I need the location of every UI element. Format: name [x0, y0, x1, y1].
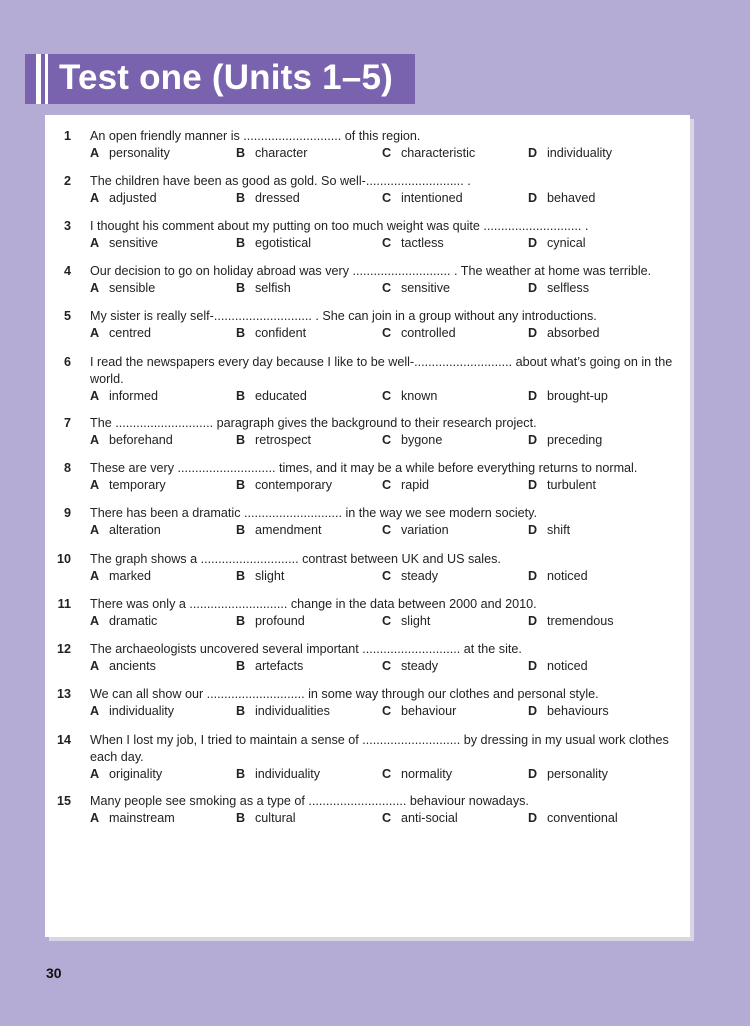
- answer-option[interactable]: [90, 432, 173, 449]
- question-card: [45, 115, 690, 937]
- answer-option[interactable]: [382, 658, 438, 675]
- answer-options: [90, 190, 680, 207]
- answer-option[interactable]: [528, 568, 588, 585]
- option-text: personality: [547, 767, 608, 781]
- answer-options: [90, 766, 680, 783]
- option-text: sensitive: [109, 236, 158, 250]
- option-text: marked: [109, 569, 151, 583]
- option-text: intentioned: [401, 191, 463, 205]
- option-letter: A: [90, 236, 100, 250]
- option-letter: D: [528, 659, 538, 673]
- page-title: Test one (Units 1–5): [59, 58, 393, 97]
- option-letter: B: [236, 146, 246, 160]
- option-letter: B: [236, 326, 246, 340]
- option-letter: D: [528, 614, 538, 628]
- option-letter: A: [90, 433, 100, 447]
- question-number: 1: [63, 129, 71, 143]
- option-text: dressed: [255, 191, 300, 205]
- answer-option[interactable]: [236, 280, 291, 297]
- option-text: centred: [109, 326, 152, 340]
- answer-options: [90, 235, 680, 252]
- answer-option[interactable]: [528, 766, 608, 783]
- option-text: temporary: [109, 478, 166, 492]
- question-number: 7: [63, 416, 71, 430]
- option-text: behaved: [547, 191, 596, 205]
- option-letter: C: [382, 704, 392, 718]
- option-letter: A: [90, 326, 100, 340]
- option-text: noticed: [547, 659, 588, 673]
- answer-option[interactable]: [90, 568, 151, 585]
- option-text: cultural: [255, 811, 296, 825]
- option-text: originality: [109, 767, 163, 781]
- answer-option[interactable]: [382, 325, 456, 342]
- answer-options: [90, 325, 680, 342]
- option-letter: C: [382, 811, 392, 825]
- option-letter: D: [528, 281, 538, 295]
- answer-option[interactable]: [382, 432, 442, 449]
- question-number: 13: [56, 687, 71, 701]
- option-letter: C: [382, 326, 392, 340]
- option-letter: B: [236, 478, 246, 492]
- option-letter: A: [90, 767, 100, 781]
- question-stem: The graph shows a ............................ contrast between UK and US sales.: [90, 552, 501, 566]
- option-letter: C: [382, 146, 392, 160]
- question-stem: We can all show our ............................ in some way through our clothes and personal style.: [90, 687, 599, 701]
- option-text: selfish: [255, 281, 291, 295]
- answer-option[interactable]: [382, 703, 456, 720]
- option-text: conventional: [547, 811, 618, 825]
- answer-option[interactable]: [528, 522, 570, 539]
- option-letter: D: [528, 704, 538, 718]
- option-text: character: [255, 146, 308, 160]
- option-text: noticed: [547, 569, 588, 583]
- answer-options: [90, 703, 680, 720]
- option-letter: C: [382, 659, 392, 673]
- question-number: 10: [56, 552, 71, 566]
- option-text: sensible: [109, 281, 156, 295]
- answer-option[interactable]: [382, 613, 430, 630]
- answer-options: [90, 145, 680, 162]
- option-letter: B: [236, 389, 246, 403]
- answer-option[interactable]: [382, 235, 444, 252]
- option-letter: B: [236, 433, 246, 447]
- option-text: profound: [255, 614, 305, 628]
- question-stem: My sister is really self-............................ . She can join in a group without any introductions.: [90, 309, 597, 323]
- option-letter: A: [90, 704, 100, 718]
- option-text: variation: [401, 523, 449, 537]
- answer-option[interactable]: [90, 280, 155, 297]
- option-letter: A: [90, 191, 100, 205]
- option-letter: D: [528, 523, 538, 537]
- option-text: alteration: [109, 523, 161, 537]
- option-letter: B: [236, 281, 246, 295]
- answer-option[interactable]: [90, 235, 158, 252]
- option-text: bygone: [401, 433, 443, 447]
- option-letter: A: [90, 569, 100, 583]
- answer-option[interactable]: [236, 190, 300, 207]
- answer-option[interactable]: [90, 325, 151, 342]
- option-text: absorbed: [547, 326, 600, 340]
- question-stem: Our decision to go on holiday abroad was very ............................ . The weather at home was terrible.: [90, 264, 652, 278]
- option-letter: B: [236, 236, 246, 250]
- question-number: 3: [63, 219, 71, 233]
- option-text: steady: [401, 569, 439, 583]
- option-text: characteristic: [401, 146, 476, 160]
- option-text: personality: [109, 146, 170, 160]
- option-letter: C: [382, 389, 392, 403]
- answer-options: [90, 568, 680, 585]
- option-letter: D: [528, 767, 538, 781]
- option-letter: A: [90, 811, 100, 825]
- option-letter: B: [236, 811, 246, 825]
- page-number: 30: [46, 965, 62, 981]
- option-text: ancients: [109, 659, 156, 673]
- question-number: 5: [63, 309, 71, 323]
- option-letter: A: [90, 523, 100, 537]
- option-letter: B: [236, 704, 246, 718]
- option-text: turbulent: [547, 478, 597, 492]
- option-letter: C: [382, 569, 392, 583]
- answer-option[interactable]: [382, 477, 429, 494]
- question-number: 15: [56, 794, 71, 808]
- option-text: steady: [401, 659, 439, 673]
- title-stripe: [45, 54, 48, 104]
- option-text: tremendous: [547, 614, 614, 628]
- answer-option[interactable]: [528, 190, 595, 207]
- option-letter: C: [382, 767, 392, 781]
- answer-option[interactable]: [90, 613, 157, 630]
- option-letter: A: [90, 281, 100, 295]
- option-letter: D: [528, 811, 538, 825]
- answer-option[interactable]: [236, 235, 311, 252]
- answer-option[interactable]: [528, 145, 612, 162]
- answer-options: [90, 477, 680, 494]
- option-text: controlled: [401, 326, 456, 340]
- question-number: 9: [63, 506, 71, 520]
- option-letter: D: [528, 569, 538, 583]
- option-text: contemporary: [255, 478, 332, 492]
- question-number: 14: [56, 733, 71, 747]
- answer-option[interactable]: [236, 325, 306, 342]
- answer-option[interactable]: [236, 658, 303, 675]
- option-text: slight: [255, 569, 285, 583]
- option-text: sensitive: [401, 281, 450, 295]
- option-text: shift: [547, 523, 571, 537]
- question-stem: An open friendly manner is ............................ of this region.: [90, 129, 421, 143]
- option-letter: D: [528, 146, 538, 160]
- option-letter: D: [528, 326, 538, 340]
- option-letter: A: [90, 659, 100, 673]
- option-letter: C: [382, 523, 392, 537]
- option-text: slight: [401, 614, 431, 628]
- option-text: beforehand: [109, 433, 173, 447]
- option-letter: B: [236, 523, 246, 537]
- option-letter: D: [528, 191, 538, 205]
- question-stem: I read the newspapers every day because I like to be well-............................ about what’s going on in the world.: [90, 355, 673, 386]
- option-text: brought-up: [547, 389, 608, 403]
- answer-option[interactable]: [90, 766, 162, 783]
- answer-option[interactable]: [236, 568, 284, 585]
- option-text: tactless: [401, 236, 444, 250]
- answer-option[interactable]: [528, 280, 589, 297]
- answer-option[interactable]: [90, 658, 156, 675]
- option-text: mainstream: [109, 811, 175, 825]
- answer-option[interactable]: [90, 477, 166, 494]
- option-text: individuality: [255, 767, 321, 781]
- answer-option[interactable]: [236, 145, 308, 162]
- option-letter: A: [90, 614, 100, 628]
- option-text: amendment: [255, 523, 322, 537]
- question-stem: There has been a dramatic ............................ in the way we see modern society.: [90, 506, 538, 520]
- option-letter: D: [528, 433, 538, 447]
- option-text: rapid: [401, 478, 430, 492]
- answer-option[interactable]: [90, 388, 158, 405]
- answer-option[interactable]: [528, 810, 618, 827]
- option-text: anti-social: [401, 811, 458, 825]
- title-stripe: [36, 54, 41, 104]
- answer-option[interactable]: [528, 235, 586, 252]
- answer-option[interactable]: [382, 190, 463, 207]
- option-text: cynical: [547, 236, 586, 250]
- option-text: behaviour: [401, 704, 457, 718]
- question-number: 4: [63, 264, 71, 278]
- question-number: 12: [56, 642, 71, 656]
- question-number: 2: [63, 174, 71, 188]
- answer-option[interactable]: [528, 613, 614, 630]
- answer-option[interactable]: [382, 145, 475, 162]
- title-banner: [25, 54, 415, 104]
- answer-option[interactable]: [528, 432, 602, 449]
- option-text: behaviours: [547, 704, 609, 718]
- answer-option[interactable]: [236, 766, 320, 783]
- option-text: known: [401, 389, 438, 403]
- answer-option[interactable]: [528, 325, 600, 342]
- option-letter: C: [382, 191, 392, 205]
- option-letter: D: [528, 389, 538, 403]
- answer-option[interactable]: [236, 388, 307, 405]
- option-letter: A: [90, 146, 100, 160]
- answer-option[interactable]: [382, 522, 449, 539]
- question-number: 8: [63, 461, 71, 475]
- option-letter: D: [528, 236, 538, 250]
- option-letter: C: [382, 281, 392, 295]
- question-number: 6: [63, 355, 71, 369]
- question-stem: The ............................ paragraph gives the background to their research project.: [90, 416, 537, 430]
- option-letter: C: [382, 478, 392, 492]
- option-text: retrospect: [255, 433, 311, 447]
- option-text: adjusted: [109, 191, 157, 205]
- answer-options: [90, 613, 680, 630]
- answer-option[interactable]: [236, 477, 332, 494]
- question-stem: There was only a ............................ change in the data between 2000 and 2010.: [90, 597, 537, 611]
- option-text: individuality: [547, 146, 613, 160]
- question-stem: These are very ............................ times, and it may be a while before everything returns to normal.: [90, 461, 638, 475]
- answer-options: [90, 658, 680, 675]
- answer-options: [90, 432, 680, 449]
- option-text: educated: [255, 389, 307, 403]
- option-letter: C: [382, 614, 392, 628]
- answer-option[interactable]: [236, 810, 296, 827]
- answer-option[interactable]: [382, 388, 437, 405]
- option-letter: C: [382, 236, 392, 250]
- option-letter: A: [90, 478, 100, 492]
- option-text: confident: [255, 326, 307, 340]
- option-text: dramatic: [109, 614, 158, 628]
- option-letter: B: [236, 191, 246, 205]
- option-text: individualities: [255, 704, 330, 718]
- question-stem: The archaeologists uncovered several important ............................ at the site.: [90, 642, 522, 656]
- answer-option[interactable]: [382, 280, 450, 297]
- option-letter: B: [236, 767, 246, 781]
- option-text: egotistical: [255, 236, 312, 250]
- answer-options: [90, 810, 680, 827]
- option-letter: A: [90, 389, 100, 403]
- answer-option[interactable]: [90, 145, 170, 162]
- answer-options: [90, 280, 680, 297]
- option-letter: B: [236, 659, 246, 673]
- answer-option[interactable]: [236, 522, 322, 539]
- answer-option[interactable]: [382, 810, 458, 827]
- answer-option[interactable]: [236, 613, 305, 630]
- answer-option[interactable]: [236, 703, 330, 720]
- option-text: preceding: [547, 433, 603, 447]
- question-stem: Many people see smoking as a type of ............................ behaviour nowadays.: [90, 794, 529, 808]
- answer-option[interactable]: [90, 522, 161, 539]
- option-text: normality: [401, 767, 453, 781]
- answer-option[interactable]: [90, 703, 174, 720]
- answer-option[interactable]: [90, 810, 175, 827]
- option-text: artefacts: [255, 659, 304, 673]
- answer-options: [90, 388, 680, 405]
- option-text: individuality: [109, 704, 175, 718]
- answer-option[interactable]: [236, 432, 311, 449]
- answer-option[interactable]: [90, 190, 157, 207]
- option-letter: B: [236, 569, 246, 583]
- answer-option[interactable]: [528, 703, 609, 720]
- answer-option[interactable]: [528, 388, 608, 405]
- option-letter: B: [236, 614, 246, 628]
- option-text: selfless: [547, 281, 589, 295]
- answer-option[interactable]: [382, 568, 438, 585]
- option-letter: C: [382, 433, 392, 447]
- answer-option[interactable]: [528, 658, 588, 675]
- answer-option[interactable]: [382, 766, 452, 783]
- option-letter: D: [528, 478, 538, 492]
- question-stem: I thought his comment about my putting on too much weight was quite ............................ .: [90, 219, 589, 233]
- option-text: informed: [109, 389, 158, 403]
- question-stem: The children have been as good as gold. So well-............................ .: [90, 174, 471, 188]
- answer-options: [90, 522, 680, 539]
- answer-option[interactable]: [528, 477, 596, 494]
- question-stem: When I lost my job, I tried to maintain a sense of ............................ by dressing in my usual work clothes each day.: [90, 733, 669, 764]
- question-number: 11: [57, 597, 71, 611]
